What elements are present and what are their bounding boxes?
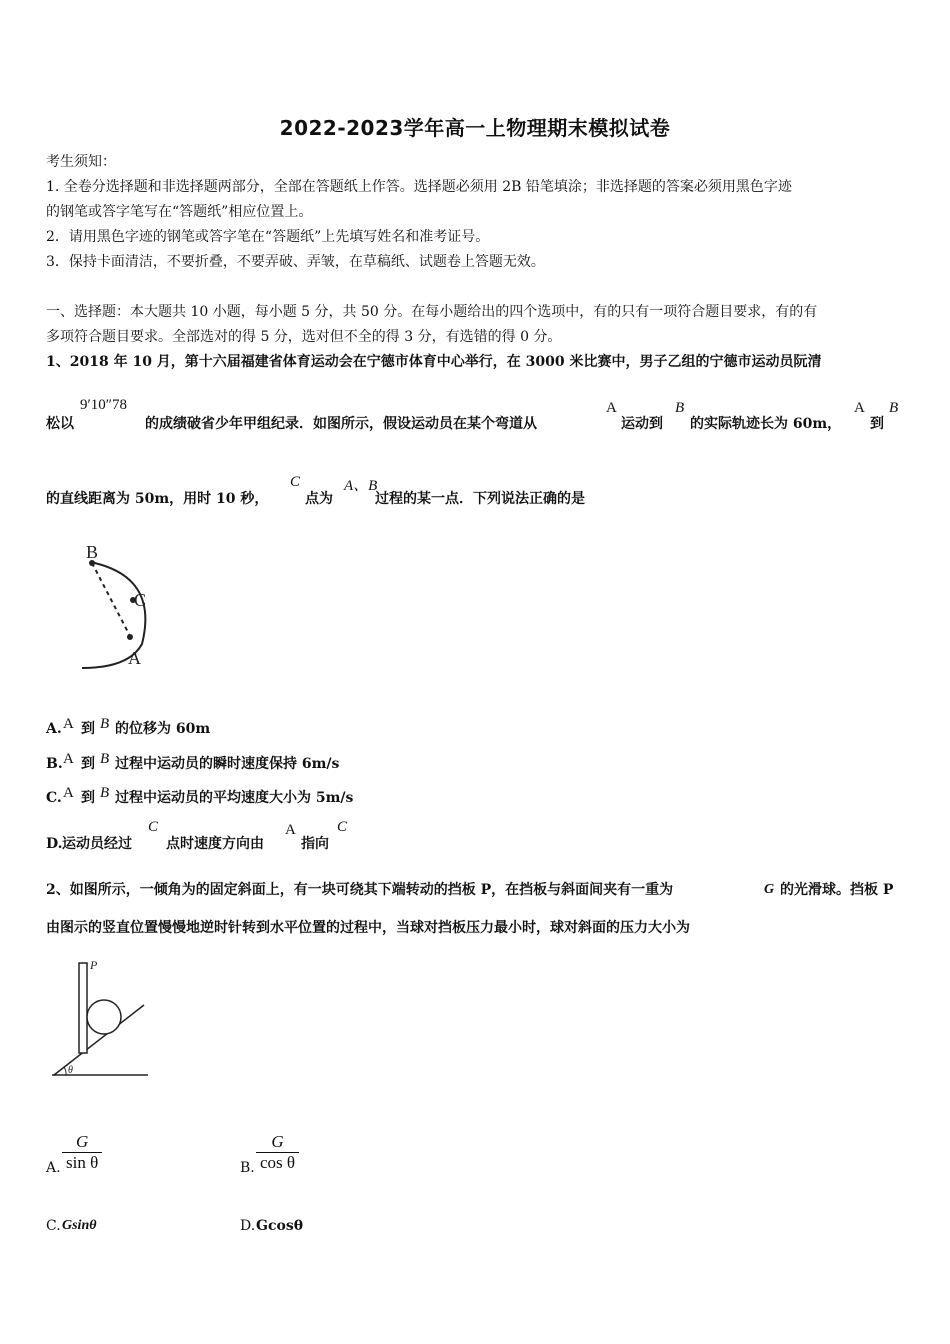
fraction-numerator: G [271,1132,284,1151]
fraction-denominator: sin θ [62,1152,102,1173]
page-title: 2022-2023学年高一上物理期末模拟试卷 [279,116,671,140]
q1-point-b: B [889,400,899,416]
option-d-point-c: C [337,819,348,835]
option-c-text: 过程中运动员的平均速度大小为 5m/s [115,790,354,806]
q1-line-1: 1、2018 年 10 月，第十六届福建省体育运动会在宁德市体育中心举行，在 3000 米比赛中，男子乙组的宁德市运动员阮清 [46,354,822,370]
q2-incline-figure [46,955,176,1085]
q2-option-d-key: D. [240,1218,256,1234]
fig-label-theta: θ [68,1065,73,1076]
fig-label-c: C [134,590,147,610]
notice-line-2: 2．请用黑色字迹的钢笔或答字笔在“答题纸”上先填写姓名和准考证号。 [46,229,490,245]
option-a-point: B [100,716,110,732]
q1-text: 的直线距离为 50m，用时 10 秒， [46,491,269,507]
q1-text: 运动到 [621,416,663,432]
q2-option-a-fraction [62,1132,102,1173]
section-instruction-1: 一、选择题：本大题共 10 小题，每小题 5 分，共 50 分。在每小题给出的四个选项中，有的只有一项符合题目要求，有的有 [46,304,818,320]
option-b-text: 到 [81,756,95,772]
option-c-key: C. [46,790,62,806]
q1-point-a: A [606,400,617,416]
option-b-key: B. [46,756,63,772]
option-c-point: B [100,785,110,801]
option-c-text: 到 [81,790,95,806]
q1-time: 9′10″78 [80,397,128,413]
option-b-point: B [100,751,110,767]
q2-line-1: 2、如图所示，一倾角为的固定斜面上，有一块可绕其下端转动的挡板 P，在挡板与斜面间夹有一重为 [46,882,674,898]
q1-point-c: C [290,474,301,490]
option-a-text: 到 [81,721,95,737]
q1-point-b: B [675,400,685,416]
option-a-key: A. [46,721,62,737]
q1-track-figure [44,536,174,676]
q1-text: 的成绩破省少年甲组纪录．如图所示，假设运动员在某个弯道从 [145,416,537,432]
q2-option-c-text: Gsinθ [62,1218,97,1233]
angle-arc [64,1067,66,1075]
q1-text: 到 [870,416,884,432]
displacement-line [92,563,130,636]
q2-option-a-key: A. [46,1160,61,1176]
q1-text: 的实际轨迹长为 60m， [690,416,842,432]
q1-text: 松以 [46,416,74,432]
q2-option-b-key: B. [240,1160,255,1176]
fraction-denominator: cos θ [256,1152,299,1173]
fig-label-b: B [86,542,99,562]
q2-option-d-text: Gcosθ [256,1218,304,1234]
option-d-text: 点时速度方向由 [166,836,264,852]
notice-line-3: 3．保持卡面清洁，不要折叠，不要弄破、弄皱，在草稿纸、试题卷上答题无效。 [46,254,545,270]
q1-text: 点为 [305,491,333,507]
q1-text: 过程的某一点．下列说法正确的是 [375,491,585,507]
notice-heading: 考生须知： [46,154,116,170]
q2-weight-symbol: G [764,882,775,897]
baffle-p [79,963,87,1053]
q1-point-a: A [854,400,865,416]
notice-line-1a: 1. 全卷分选择题和非选择题两部分，全部在答题纸上作答。选择题必须用 2B 铅笔填涂；非选择题的答案必须用黑色字迹 [46,179,792,195]
point-a-dot [127,634,133,640]
q2-line-2: 由图示的竖直位置慢慢地逆时针转到水平位置的过程中，当球对挡板压力最小时，球对斜面的压力大小为 [46,920,690,936]
q2-option-b-fraction [256,1132,299,1173]
option-d-text: 指向 [301,836,329,852]
option-b-point: A [63,751,74,767]
option-d-key: D. [46,836,63,852]
option-d-text: 运动员经过 [62,836,132,852]
notice-line-1b: 的钢笔或答字笔写在“答题纸”相应位置上。 [46,204,313,220]
option-d-point-a: A [285,822,296,838]
smooth-ball [87,1000,121,1034]
fig-label-a: A [128,648,141,668]
section-instruction-2: 多项符合题目要求。全部选对的得 5 分，选对但不全的得 3 分，有选错的得 0 分。 [46,329,562,345]
fraction-numerator: G [75,1132,89,1151]
q2-line-1b: 的光滑球。挡板 P [780,882,894,898]
option-c-point: A [63,785,74,801]
option-b-text: 过程中运动员的瞬时速度保持 6m/s [115,756,340,772]
option-a-point: A [63,716,74,732]
option-a-text: 的位移为 60m [115,721,211,737]
q1-points-ab: A、B [344,478,378,494]
fig-label-p: P [90,958,98,972]
q2-option-c-key: C. [46,1218,61,1234]
option-d-point-c: C [148,819,159,835]
